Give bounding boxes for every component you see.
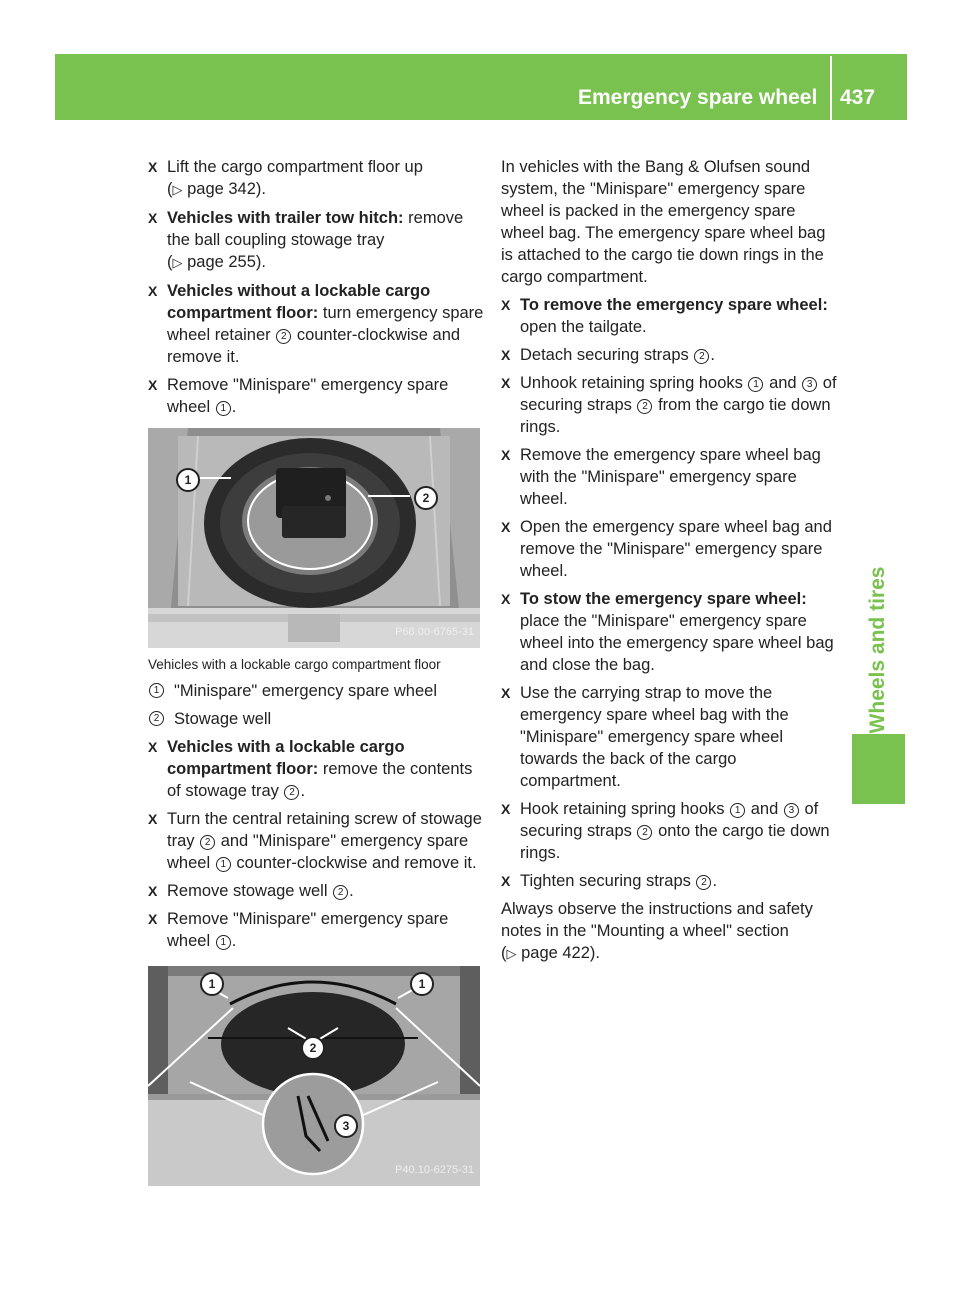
step-turn-screw: X Turn the central retaining screw of stowage tray 2 and "Minispare" emergency spare wheel 1 counter-clockwise and remove it. <box>148 810 482 872</box>
step-marker-icon: X <box>148 210 158 226</box>
callout-1: 1 <box>176 468 200 492</box>
right-column <box>501 156 837 971</box>
step-hook: X Hook retaining spring hooks 1 and 3 of securing straps 2 onto the cargo tie down rings. <box>501 800 830 862</box>
page-ref-link[interactable]: page 342). <box>187 180 266 198</box>
step-detach-straps: X Detach securing straps 2 . <box>501 346 715 364</box>
page-ref-arrow-icon: ▷ <box>172 255 183 270</box>
number-1-icon: 1 <box>730 803 745 818</box>
left-column <box>148 156 484 1192</box>
step-marker-icon: X <box>501 685 511 701</box>
step-carry-strap: X Use the carrying strap to move the emergency spare wheel bag with the "Minispare" emergency spare wheel towards the back of the cargo compartment. <box>501 684 789 790</box>
figure-spare-wheel-well <box>148 428 480 648</box>
number-2-icon: 2 <box>696 875 711 890</box>
header-divider <box>830 56 832 120</box>
step-marker-icon: X <box>148 811 158 827</box>
number-1-icon: 1 <box>216 401 231 416</box>
step-marker-icon: X <box>148 283 158 299</box>
number-2-icon: 2 <box>200 835 215 850</box>
step-lift-floor: X Lift the cargo compartment floor up (▷ page 342). <box>148 158 423 198</box>
number-1-icon: 1 <box>748 377 763 392</box>
number-2-icon: 2 <box>637 399 652 414</box>
callout-2: 2 <box>414 486 438 510</box>
number-2-icon: 2 <box>284 785 299 800</box>
section-tab-label: Wheels and tires <box>866 566 889 734</box>
callout-1-left: 1 <box>200 972 224 996</box>
step-marker-icon: X <box>501 347 511 363</box>
step-remove-stowage-well: X Remove stowage well 2 . <box>148 882 354 900</box>
step-trailer-hitch: X Vehicles with trailer tow hitch: remove the ball coupling stowage tray (▷ page 255). <box>148 209 464 271</box>
step-marker-icon: X <box>501 591 511 607</box>
spare-wheel-bag-illustration <box>148 966 480 1186</box>
callout-1-right: 1 <box>410 972 434 996</box>
page-title: Emergency spare wheel <box>578 86 818 109</box>
step-remove-bag: X Remove the emergency spare wheel bag with the "Minispare" emergency spare wheel. <box>501 446 821 508</box>
step-marker-icon: X <box>501 375 511 391</box>
step-marker-icon: X <box>501 519 511 535</box>
spare-wheel-illustration <box>148 428 480 648</box>
intro-paragraph: In vehicles with the Bang & Olufsen sound system, the "Minispare" emergency spare wheel is packed in the emergency spare wheel bag. The emergency spare wheel bag is attached to the cargo tie down rings in the cargo compartment. <box>501 158 826 286</box>
step-remove-minispare-2: X Remove "Minispare" emergency spare wheel 1 . <box>148 910 449 950</box>
figure-code: P68.00-6765-31 <box>395 626 474 638</box>
number-2-icon: 2 <box>276 329 291 344</box>
callout-3: 3 <box>334 1114 358 1138</box>
step-marker-icon: X <box>501 447 511 463</box>
legend-item-2: 2 Stowage well <box>148 708 484 730</box>
number-2-icon: 2 <box>637 825 652 840</box>
step-stow-heading: X To stow the emergency spare wheel: place the "Minispare" emergency spare wheel into the emergency spare wheel bag and close the bag. <box>501 590 834 674</box>
step-marker-icon: X <box>501 873 511 889</box>
number-3-icon: 3 <box>784 803 799 818</box>
figure-caption: Vehicles with a lockable cargo compartment floor <box>148 657 441 672</box>
step-no-lockable-floor: X Vehicles without a lockable cargo compartment floor: turn emergency spare wheel retainer 2 counter-clockwise and remove it. <box>148 282 484 366</box>
step-marker-icon: X <box>148 739 158 755</box>
step-tighten: X Tighten securing straps 2 . <box>501 872 718 890</box>
number-1-icon: 1 <box>216 935 231 950</box>
step-marker-icon: X <box>148 377 158 393</box>
step-remove-bag-heading: X To remove the emergency spare wheel: open the tailgate. <box>501 296 828 336</box>
callout-2: 2 <box>301 1036 325 1060</box>
step-marker-icon: X <box>148 911 158 927</box>
page-ref-link[interactable]: page 422). <box>521 944 600 962</box>
number-2-icon: 2 <box>694 349 709 364</box>
step-marker-icon: X <box>148 883 158 899</box>
number-3-icon: 3 <box>802 377 817 392</box>
step-open-bag: X Open the emergency spare wheel bag and remove the "Minispare" emergency spare wheel. <box>501 518 832 580</box>
step-marker-icon: X <box>501 297 511 313</box>
step-marker-icon: X <box>148 159 158 175</box>
page-ref-arrow-icon: ▷ <box>506 946 517 961</box>
number-1-icon: 1 <box>149 683 164 698</box>
page-ref-arrow-icon: ▷ <box>172 182 183 197</box>
figure-spare-wheel-bag <box>148 966 480 1186</box>
step-marker-icon: X <box>501 801 511 817</box>
number-2-icon: 2 <box>333 885 348 900</box>
legend-item-1: 1 "Minispare" emergency spare wheel <box>148 680 484 702</box>
section-tab-marker <box>852 734 905 804</box>
step-unhook: X Unhook retaining spring hooks 1 and 3 of securing straps 2 from the cargo tie down rings. <box>501 374 837 436</box>
page-ref-link[interactable]: page 255). <box>187 253 266 271</box>
outro-paragraph: Always observe the instructions and safety notes in the "Mounting a wheel" section (▷ page 422). <box>501 900 813 962</box>
number-1-icon: 1 <box>216 857 231 872</box>
step-lockable-floor: X Vehicles with a lockable cargo compartment floor: remove the contents of stowage tray 2 . <box>148 738 473 800</box>
step-remove-minispare: X Remove "Minispare" emergency spare wheel 1 . <box>148 376 449 416</box>
figure-code: P40.10-6275-31 <box>395 1164 474 1176</box>
page-number: 437 <box>840 86 876 109</box>
number-2-icon: 2 <box>149 711 164 726</box>
